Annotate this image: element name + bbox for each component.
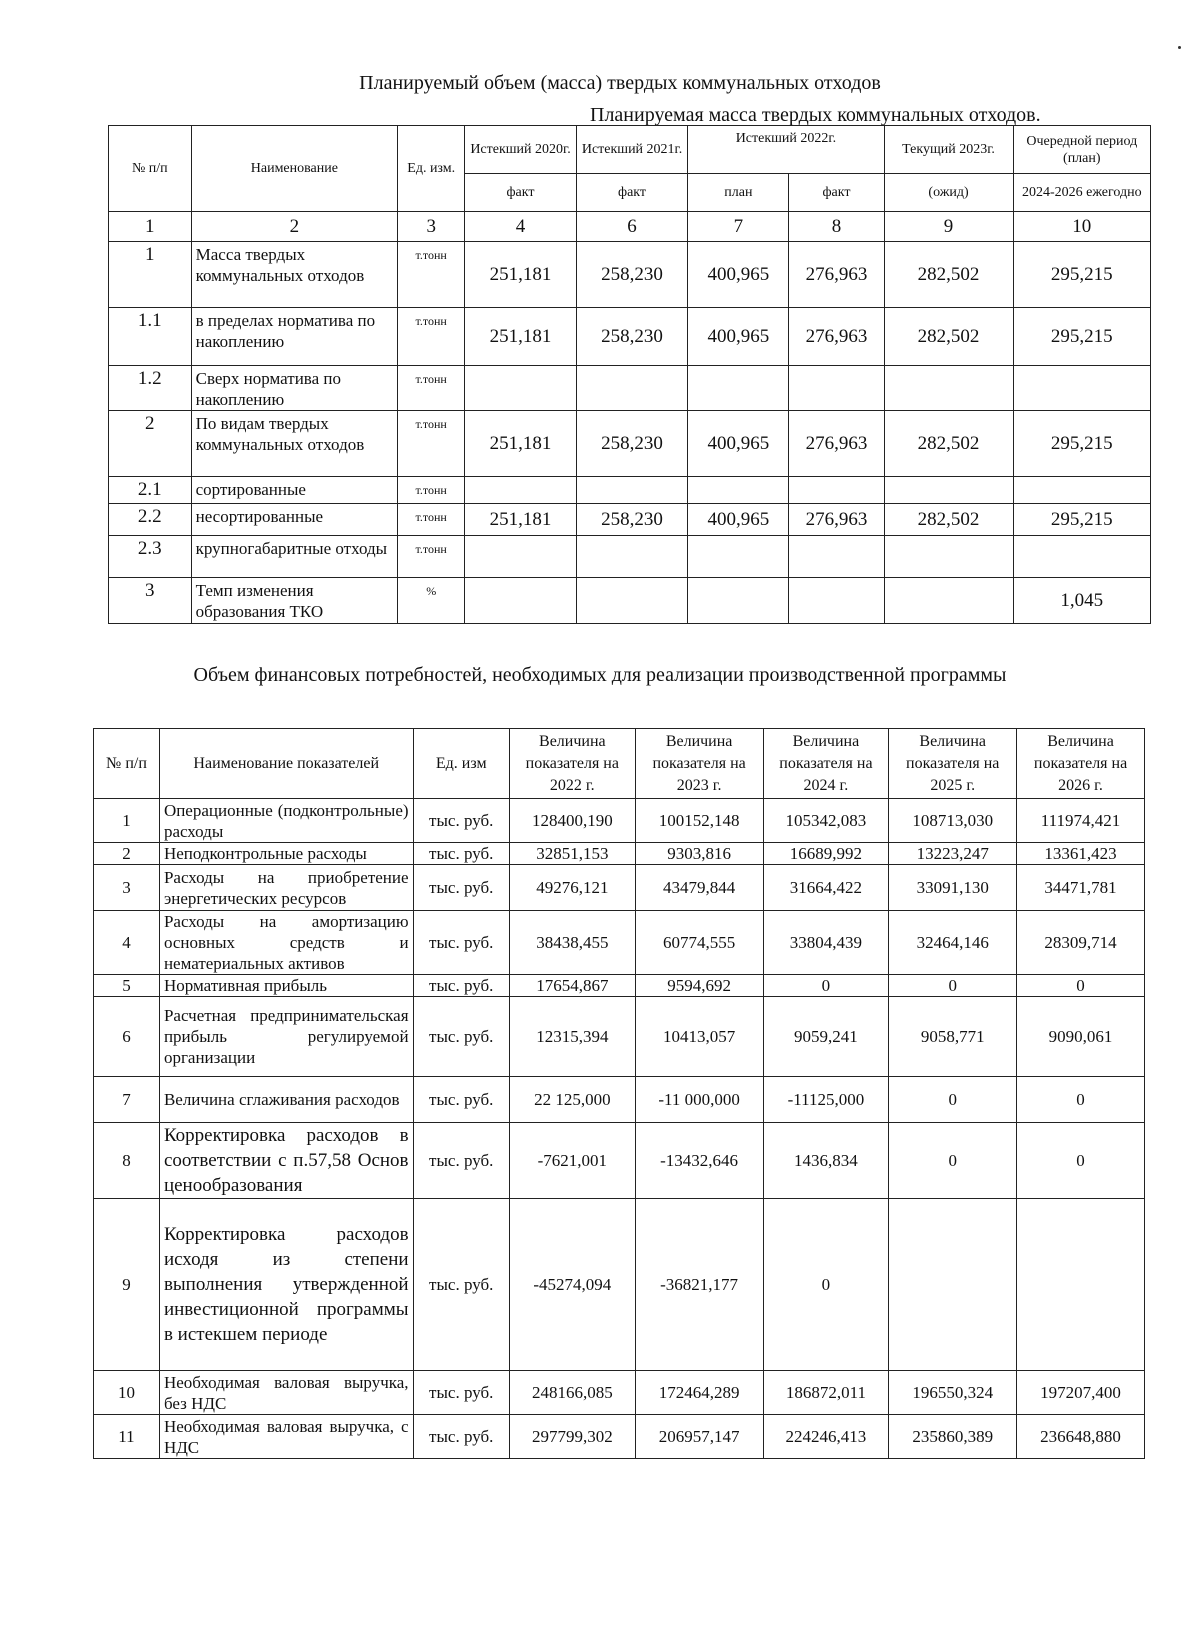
fin-row-num: 6 [94, 997, 160, 1077]
mass-row-unit: т.тонн [398, 308, 465, 366]
mass-header-2021: Истекший 2021г. [576, 126, 688, 174]
mass-row-unit: т.тонн [398, 477, 465, 504]
fin-table-row [94, 799, 1145, 843]
mass-table-row [109, 578, 1151, 624]
mass-row-value [688, 477, 789, 504]
fin-row-value: 0 [1017, 1077, 1145, 1123]
mass-header-2020: Истекший 2020г. [465, 126, 577, 174]
mass-subheader-fact-2021: факт [576, 174, 688, 212]
fin-row-value: 13223,247 [889, 843, 1017, 865]
mass-row-value: 251,181 [465, 504, 577, 536]
fin-row-value: 206957,147 [635, 1415, 763, 1459]
mass-header-2023: Текущий 2023г. [884, 126, 1013, 174]
mass-row-value [789, 366, 884, 411]
mass-row-value: 282,502 [884, 411, 1013, 477]
fin-row-value: 0 [763, 975, 889, 997]
fin-row-value: 16689,992 [763, 843, 889, 865]
fin-row-value: 60774,555 [635, 911, 763, 975]
mass-subheader-fact-2022: факт [789, 174, 884, 212]
mass-section-title: Планируемый объем (масса) твердых коммунальных отходов [359, 72, 881, 94]
fin-row-value: 0 [889, 975, 1017, 997]
fin-row-name: Нормативная прибыль [159, 975, 413, 997]
fin-header-2025: Величина показателя на 2025 г. [889, 729, 1017, 799]
fin-row-name: Необходимая валовая выручка, без НДС [159, 1371, 413, 1415]
mass-table-row [109, 308, 1151, 366]
fin-row-value: 128400,190 [509, 799, 635, 843]
mass-row-value [884, 366, 1013, 411]
fin-row-value: 34471,781 [1017, 865, 1145, 911]
mass-row-value [884, 536, 1013, 578]
mass-row-value [789, 477, 884, 504]
fin-row-value: 43479,844 [635, 865, 763, 911]
mass-row-value: 282,502 [884, 504, 1013, 536]
fin-row-unit: тыс. руб. [413, 911, 509, 975]
mass-row-value: 400,965 [688, 411, 789, 477]
mass-row-value [789, 536, 884, 578]
fin-table-row [94, 865, 1145, 911]
mass-row-num: 1 [109, 242, 192, 308]
fin-row-unit: тыс. руб. [413, 997, 509, 1077]
mass-col-number: 1 [109, 212, 192, 242]
mass-row-name: Масса твердых коммунальных отходов [191, 242, 398, 308]
mass-header-name: Наименование [191, 126, 398, 212]
fin-row-unit: тыс. руб. [413, 1123, 509, 1199]
fin-row-value: 105342,083 [763, 799, 889, 843]
fin-row-value: 49276,121 [509, 865, 635, 911]
fin-row-name: Операционные (подконтрольные) расходы [159, 799, 413, 843]
mass-row-num: 3 [109, 578, 192, 624]
mass-section-subtitle: Планируемая масса твердых коммунальных отходов. [590, 104, 1041, 126]
fin-row-value: 235860,389 [889, 1415, 1017, 1459]
mass-header-num: № п/п [109, 126, 192, 212]
fin-row-value: 9058,771 [889, 997, 1017, 1077]
mass-header-2022: Истекший 2022г. [688, 126, 884, 174]
fin-header-2026: Величина показателя на 2026 г. [1017, 729, 1145, 799]
fin-row-value: 33804,439 [763, 911, 889, 975]
mass-row-value: 282,502 [884, 308, 1013, 366]
fin-row-num: 10 [94, 1371, 160, 1415]
mass-row-value: 295,215 [1013, 504, 1150, 536]
fin-row-value: 100152,148 [635, 799, 763, 843]
mass-row-name: в пределах норматива по накоплению [191, 308, 398, 366]
mass-row-value [688, 578, 789, 624]
mass-table-row [109, 242, 1151, 308]
fin-row-value [1017, 1199, 1145, 1371]
mass-row-unit: т.тонн [398, 366, 465, 411]
fin-row-unit: тыс. руб. [413, 1415, 509, 1459]
fin-row-num: 7 [94, 1077, 160, 1123]
mass-row-value: 251,181 [465, 308, 577, 366]
fin-table-row [94, 997, 1145, 1077]
fin-row-value: 108713,030 [889, 799, 1017, 843]
mass-col-number: 2 [191, 212, 398, 242]
fin-row-value: 22 125,000 [509, 1077, 635, 1123]
fin-table-row [94, 1077, 1145, 1123]
fin-row-name: Необходимая валовая выручка, с НДС [159, 1415, 413, 1459]
mass-subheader-expected-2023: (ожид) [884, 174, 1013, 212]
fin-row-value: 196550,324 [889, 1371, 1017, 1415]
mass-row-name: несортированные [191, 504, 398, 536]
mass-row-unit: т.тонн [398, 504, 465, 536]
fin-row-unit: тыс. руб. [413, 1371, 509, 1415]
mass-col-number: 3 [398, 212, 465, 242]
mass-row-name: Темп изменения образования ТКО [191, 578, 398, 624]
fin-row-num: 9 [94, 1199, 160, 1371]
mass-subheader-plan-2022: план [688, 174, 789, 212]
mass-row-value [1013, 477, 1150, 504]
fin-row-name: Величина сглаживания расходов [159, 1077, 413, 1123]
fin-header-2022: Величина показателя на 2022 г. [509, 729, 635, 799]
fin-row-value: 12315,394 [509, 997, 635, 1077]
mass-row-value [576, 477, 688, 504]
mass-row-value [1013, 536, 1150, 578]
mass-row-value [789, 578, 884, 624]
fin-header-unit: Ед. изм [413, 729, 509, 799]
fin-row-value: 297799,302 [509, 1415, 635, 1459]
mass-row-unit: т.тонн [398, 411, 465, 477]
fin-row-name: Корректировка расходов исходя из степени выполнения утвержденной инвестиционной программы в истекшем периоде [159, 1199, 413, 1371]
fin-table-body [94, 799, 1145, 1459]
mass-row-value: 1,045 [1013, 578, 1150, 624]
fin-row-value: 10413,057 [635, 997, 763, 1077]
fin-row-value: -36821,177 [635, 1199, 763, 1371]
fin-table-row [94, 1371, 1145, 1415]
mass-row-value: 276,963 [789, 308, 884, 366]
fin-row-unit: тыс. руб. [413, 865, 509, 911]
mass-row-name: крупногабаритные отходы [191, 536, 398, 578]
fin-row-value: 172464,289 [635, 1371, 763, 1415]
fin-row-num: 5 [94, 975, 160, 997]
mass-row-unit: т.тонн [398, 536, 465, 578]
mass-row-num: 2.2 [109, 504, 192, 536]
mass-row-num: 2 [109, 411, 192, 477]
fin-row-unit: тыс. руб. [413, 1077, 509, 1123]
fin-row-value: 248166,085 [509, 1371, 635, 1415]
fin-row-value: 0 [763, 1199, 889, 1371]
mass-row-value: 276,963 [789, 411, 884, 477]
fin-row-value: -11125,000 [763, 1077, 889, 1123]
mass-table-row [109, 504, 1151, 536]
fin-table-row [94, 911, 1145, 975]
mass-row-value [1013, 366, 1150, 411]
fin-header-name: Наименование показателей [159, 729, 413, 799]
mass-row-value [465, 366, 577, 411]
mass-row-value: 400,965 [688, 242, 789, 308]
fin-row-value: 9303,816 [635, 843, 763, 865]
fin-row-value: 9594,692 [635, 975, 763, 997]
fin-row-value: 38438,455 [509, 911, 635, 975]
fin-row-value: 0 [1017, 975, 1145, 997]
mass-table-row [109, 411, 1151, 477]
mass-row-value: 400,965 [688, 308, 789, 366]
mass-row-value [884, 477, 1013, 504]
fin-row-value: -7621,001 [509, 1123, 635, 1199]
mass-header-unit: Ед. изм. [398, 126, 465, 212]
mass-row-value: 295,215 [1013, 242, 1150, 308]
fin-row-num: 1 [94, 799, 160, 843]
fin-header-2023: Величина показателя на 2023 г. [635, 729, 763, 799]
mass-row-value [465, 578, 577, 624]
mass-row-unit: % [398, 578, 465, 624]
fin-row-name: Расходы на амортизацию основных средств и нематериальных активов [159, 911, 413, 975]
mass-subheader-period: 2024-2026 ежегодно [1013, 174, 1150, 212]
fin-row-value: 31664,422 [763, 865, 889, 911]
fin-header-row [94, 729, 1145, 799]
fin-table-row [94, 843, 1145, 865]
mass-col-number: 8 [789, 212, 884, 242]
fin-row-num: 3 [94, 865, 160, 911]
mass-row-value: 258,230 [576, 504, 688, 536]
mass-table-row [109, 477, 1151, 504]
fin-row-value: 33091,130 [889, 865, 1017, 911]
fin-table [93, 728, 1145, 1459]
fin-row-unit: тыс. руб. [413, 1199, 509, 1371]
scan-speck [1178, 46, 1181, 49]
fin-row-value: 9059,241 [763, 997, 889, 1077]
mass-row-value: 276,963 [789, 242, 884, 308]
mass-row-value: 251,181 [465, 411, 577, 477]
mass-row-value: 276,963 [789, 504, 884, 536]
fin-row-value: 32464,146 [889, 911, 1017, 975]
fin-row-value: 9090,061 [1017, 997, 1145, 1077]
mass-row-name: Сверх норматива по накоплению [191, 366, 398, 411]
fin-row-value: -13432,646 [635, 1123, 763, 1199]
mass-row-value [576, 536, 688, 578]
mass-header-row [109, 126, 1151, 174]
mass-row-value [465, 477, 577, 504]
fin-table-row [94, 1123, 1145, 1199]
fin-row-value: 111974,421 [1017, 799, 1145, 843]
mass-col-number: 9 [884, 212, 1013, 242]
fin-row-name: Неподконтрольные расходы [159, 843, 413, 865]
mass-col-number: 10 [1013, 212, 1150, 242]
fin-header-num: № п/п [94, 729, 160, 799]
fin-row-value: 17654,867 [509, 975, 635, 997]
mass-row-value [576, 366, 688, 411]
fin-table-row [94, 1199, 1145, 1371]
fin-section-title: Объем финансовых потребностей, необходимых для реализации производственной программы [193, 664, 1007, 686]
fin-row-value: -11 000,000 [635, 1077, 763, 1123]
mass-col-number: 4 [465, 212, 577, 242]
mass-col-number: 6 [576, 212, 688, 242]
fin-row-value: 186872,011 [763, 1371, 889, 1415]
fin-table-row [94, 1415, 1145, 1459]
fin-row-value: 0 [889, 1077, 1017, 1123]
fin-row-value: 236648,880 [1017, 1415, 1145, 1459]
fin-row-num: 11 [94, 1415, 160, 1459]
mass-row-value [688, 536, 789, 578]
mass-column-numbers-row [109, 212, 1151, 242]
mass-row-value: 282,502 [884, 242, 1013, 308]
fin-row-name: Расходы на приобретение энергетических ресурсов [159, 865, 413, 911]
fin-row-value: 13361,423 [1017, 843, 1145, 865]
fin-row-value: 32851,153 [509, 843, 635, 865]
fin-row-value: 0 [889, 1123, 1017, 1199]
mass-row-value [884, 578, 1013, 624]
fin-row-value: 1436,834 [763, 1123, 889, 1199]
fin-row-unit: тыс. руб. [413, 843, 509, 865]
fin-row-value [889, 1199, 1017, 1371]
mass-row-num: 2.1 [109, 477, 192, 504]
mass-row-unit: т.тонн [398, 242, 465, 308]
fin-row-value: 0 [1017, 1123, 1145, 1199]
mass-table-row [109, 366, 1151, 411]
mass-row-value: 295,215 [1013, 308, 1150, 366]
mass-row-value: 258,230 [576, 411, 688, 477]
fin-row-num: 2 [94, 843, 160, 865]
mass-row-value: 251,181 [465, 242, 577, 308]
mass-table-row [109, 536, 1151, 578]
mass-row-value: 258,230 [576, 308, 688, 366]
mass-row-name: сортированные [191, 477, 398, 504]
mass-row-num: 2.3 [109, 536, 192, 578]
fin-row-unit: тыс. руб. [413, 799, 509, 843]
fin-row-num: 8 [94, 1123, 160, 1199]
mass-row-num: 1.1 [109, 308, 192, 366]
mass-row-name: По видам твердых коммунальных отходов [191, 411, 398, 477]
fin-row-name: Корректировка расходов в соответствии с п.57,58 Основ ценообразования [159, 1123, 413, 1199]
mass-row-value: 295,215 [1013, 411, 1150, 477]
mass-col-number: 7 [688, 212, 789, 242]
fin-row-unit: тыс. руб. [413, 975, 509, 997]
mass-row-value [465, 536, 577, 578]
mass-row-num: 1.2 [109, 366, 192, 411]
mass-subheader-fact-2020: факт [465, 174, 577, 212]
fin-table-row [94, 975, 1145, 997]
mass-header-next: Очередной период (план) [1013, 126, 1150, 174]
mass-row-value [688, 366, 789, 411]
mass-row-value: 400,965 [688, 504, 789, 536]
fin-row-value: 28309,714 [1017, 911, 1145, 975]
mass-table-body [109, 242, 1151, 624]
fin-row-value: -45274,094 [509, 1199, 635, 1371]
fin-row-num: 4 [94, 911, 160, 975]
fin-row-name: Расчетная предпринимательская прибыль регулируемой организации [159, 997, 413, 1077]
fin-row-value: 197207,400 [1017, 1371, 1145, 1415]
mass-row-value [576, 578, 688, 624]
fin-header-2024: Величина показателя на 2024 г. [763, 729, 889, 799]
fin-row-value: 224246,413 [763, 1415, 889, 1459]
mass-table [108, 125, 1151, 624]
mass-row-value: 258,230 [576, 242, 688, 308]
